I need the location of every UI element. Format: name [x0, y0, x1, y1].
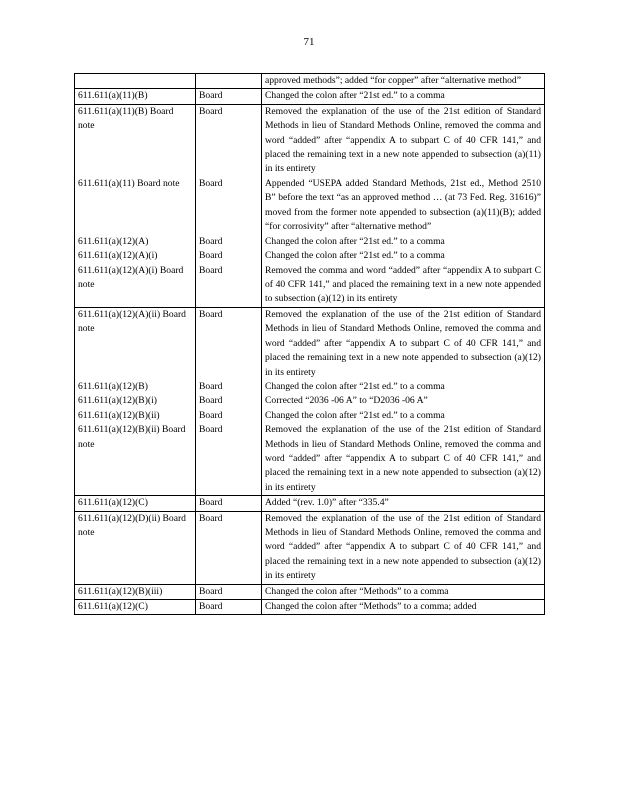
- table-row: [75, 584, 545, 599]
- source-text: Board: [199, 512, 223, 524]
- change-text: Changed the colon after “21st ed.” to a comma: [265, 90, 445, 102]
- section-text: 611.611(a)(12)(C): [78, 497, 148, 509]
- change-text: approved methods”; added “for copper” after “alternative method”: [265, 75, 521, 86]
- table-row: [75, 307, 545, 495]
- table-row: [75, 600, 545, 615]
- section-cell: [75, 600, 196, 615]
- section-text: 611.611(a)(12)(A): [78, 235, 149, 247]
- table-row: [75, 511, 545, 584]
- section-text: 611.611(a)(12)(A)(i): [78, 250, 158, 262]
- source-text: Board: [199, 235, 223, 247]
- table-row: [75, 496, 545, 511]
- change-cell: [262, 89, 545, 104]
- table-row: [75, 89, 545, 104]
- change-cell: [262, 511, 545, 584]
- section-text: 611.611(a)(11)(B) Board note: [78, 105, 174, 132]
- table-row: [75, 104, 545, 307]
- section-text: 611.611(a)(11) Board note: [78, 177, 180, 189]
- source-text: [199, 74, 258, 88]
- source-cell: [196, 600, 262, 615]
- change-text: Changed the colon after “21st ed.” to a comma: [265, 409, 445, 421]
- source-cell: [196, 104, 262, 307]
- section-cell: [75, 511, 196, 584]
- source-text: Board: [199, 308, 223, 320]
- amendments-table: [74, 73, 545, 615]
- source-text: Board: [199, 497, 223, 509]
- source-text: Board: [199, 177, 223, 189]
- section-text: 611.611(a)(12)(B)(ii) Board note: [78, 424, 186, 450]
- source-text: Board: [199, 250, 223, 262]
- source-text: Board: [199, 395, 223, 407]
- source-cell: [196, 496, 262, 511]
- section-text: 611.611(a)(12)(A)(ii) Board note: [78, 308, 186, 335]
- section-cell: [75, 496, 196, 511]
- source-cell: [196, 74, 262, 89]
- source-cell: [196, 89, 262, 104]
- section-text: 611.611(a)(12)(B)(i): [78, 395, 157, 407]
- section-text: 611.611(a)(12)(A)(i) Board note: [78, 264, 184, 291]
- change-text: Removed the explanation of the use of the 21st edition of Standard Methods in lieu of Standard Methods Online, removed the comma and word “added” after “appendix A to subpart C of 40 CFR 141,” and placed the remaining text in a new note appended to subsection (a)(12) in its entirety: [265, 512, 541, 582]
- change-cell: [262, 104, 545, 307]
- change-cell: [262, 584, 545, 599]
- table-row: [75, 74, 545, 89]
- section-text: 611.611(a)(11)(B): [78, 90, 148, 102]
- section-text: 611.611(a)(12)(C): [78, 601, 148, 612]
- section-text: 611.611(a)(12)(B)(ii): [78, 409, 160, 421]
- source-text: Board: [199, 105, 223, 117]
- change-text: Changed the colon after “21st ed.” to a comma: [265, 380, 445, 392]
- section-text: 611.611(a)(12)(B)(iii): [78, 585, 163, 597]
- source-text: Board: [199, 90, 223, 102]
- source-text: Board: [199, 380, 223, 392]
- source-cell: [196, 511, 262, 584]
- source-text: Board: [199, 585, 223, 597]
- section-cell: [75, 74, 196, 89]
- change-text: Appended “USEPA added Standard Methods, 21st ed., Method 2510 B” before the text “as an approved method … (at 73 Fed. Reg. 31616)” moved from the former note appended to subsection (a)(11)(B); added “for corrosivity” after “alternative method”: [265, 177, 541, 233]
- change-cell: [262, 307, 545, 495]
- section-text: [78, 74, 192, 88]
- source-text: Board: [199, 424, 223, 436]
- change-text: Changed the colon after “21st ed.” to a comma: [265, 250, 445, 262]
- change-text: Changed the colon after “21st ed.” to a comma: [265, 235, 445, 247]
- page-number: 71: [303, 36, 315, 48]
- section-cell: [75, 584, 196, 599]
- change-text: Added “(rev. 1.0)” after “335.4”: [265, 497, 389, 509]
- change-text: Changed the colon after “Methods” to a comma; added: [265, 601, 477, 612]
- section-cell: [75, 104, 196, 307]
- source-text: Board: [199, 409, 223, 421]
- change-text: Changed the colon after “Methods” to a comma: [265, 585, 449, 597]
- section-text: 611.611(a)(12)(D)(ii) Board note: [78, 512, 186, 538]
- section-text: 611.611(a)(12)(B): [78, 380, 148, 392]
- change-text: Removed the comma and word “added” after “appendix A to subpart C of 40 CFR 141,” and placed the remaining text in a new note appended to subsection (a)(12) in its entirety: [265, 264, 541, 305]
- change-text: Removed the explanation of the use of the 21st edition of Standard Methods in lieu of Standard Methods Online, removed the comma and word “added” after “appendix A to subpart C of 40 CFR 141,” and placed the remaining text in a new note appended to subsection (a)(12) in its entirety: [265, 308, 541, 378]
- source-cell: [196, 584, 262, 599]
- source-text: Board: [199, 601, 223, 612]
- change-cell: [262, 600, 545, 615]
- change-cell: [262, 74, 545, 89]
- section-cell: [75, 307, 196, 495]
- source-text: Board: [199, 264, 223, 276]
- section-cell: [75, 89, 196, 104]
- change-cell: [262, 496, 545, 511]
- source-cell: [196, 307, 262, 495]
- change-text: Removed the explanation of the use of the 21st edition of Standard Methods in lieu of Standard Methods Online, removed the comma and word “added” after “appendix A to subpart C of 40 CFR 141,” and placed the remaining text in a new note appended to subsection (a)(12) in its entirety: [265, 424, 541, 493]
- change-text: Corrected “2036 -06 A” to “D2036 -06 A”: [265, 395, 428, 407]
- change-text: Removed the explanation of the use of the 21st edition of Standard Methods in lieu of Standard Methods Online, removed the comma and word “added” after “appendix A to subpart C of 40 CFR 141,” and placed the remaining text in a new note appended to subsection (a)(11) in its entirety: [265, 105, 541, 175]
